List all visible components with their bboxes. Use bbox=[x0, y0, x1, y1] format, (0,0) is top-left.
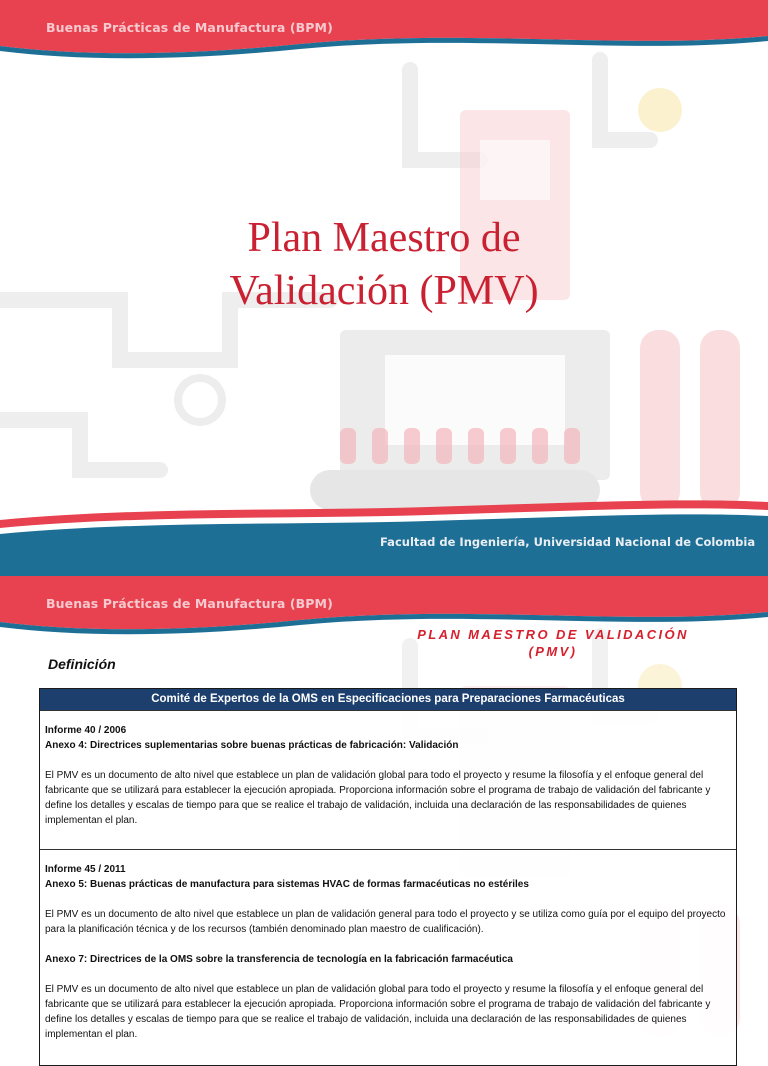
definition-slide bbox=[0, 576, 768, 1040]
definition-text: El PMV es un documento de alto nivel que establece un plan de validación global para todo el proyecto y resume la filosofía y el enfoque general del fabricante que se utilizará para establecer la ejecución apropiada. Proporciona información sobre el programa de trabajo de validación del fabricante y define los detalles y escalas de tiempo para que se realice el trabajo de validación, incluida una declaración de las responsabilidades de quienes implementan el plan. bbox=[45, 770, 711, 826]
report-number: Informe 40 / 2006 bbox=[45, 725, 127, 736]
course-banner-title: Buenas Prácticas de Manufactura (BPM) bbox=[46, 596, 333, 611]
annex-title: Anexo 4: Directrices suplementarias sobre buenas prácticas de fabricación: Validación bbox=[45, 740, 459, 751]
section-title bbox=[380, 626, 726, 660]
section-title-line-1: PLAN MAESTRO DE VALIDACIÓN bbox=[417, 627, 689, 642]
section-title-line-2: (PMV) bbox=[528, 644, 578, 659]
definition-text: El PMV es un documento de alto nivel que establece un plan de validación general para todo el proyecto y se utiliza como guía por el equipo del proyecto para la planificación técnica y de los recursos (también denominado plan maestro de cualificación). bbox=[45, 909, 726, 935]
table-row bbox=[40, 710, 736, 849]
course-banner-title: Buenas Prácticas de Manufactura (BPM) bbox=[46, 20, 333, 35]
slide-title bbox=[0, 212, 768, 318]
annex-title: Anexo 7: Directrices de la OMS sobre la transferencia de tecnología en la fabricación farmacéutica bbox=[45, 954, 513, 965]
committee-table bbox=[39, 688, 737, 1066]
definition-label: Definición bbox=[48, 656, 116, 672]
annex-title: Anexo 5: Buenas prácticas de manufactura para sistemas HVAC de formas farmacéuticas no estériles bbox=[45, 879, 529, 890]
definition-text: El PMV es un documento de alto nivel que establece un plan de validación global para todo el proyecto y resume la filosofía y el enfoque general del fabricante que se utilizará para establecer la ejecución apropiada. Proporciona información sobre el programa de trabajo de validación del fabricante y define los detalles y escalas de tiempo para que se realice el trabajo de validación, incluida una declaración de las responsabilidades de quienes implementan el plan. bbox=[45, 984, 711, 1040]
institution-footer: Facultad de Ingeniería, Universidad Nacional de Colombia bbox=[380, 535, 756, 549]
table-header: Comité de Expertos de la OMS en Especificaciones para Preparaciones Farmacéuticas bbox=[40, 689, 736, 710]
slide-title-line-2: Validación (PMV) bbox=[229, 268, 539, 314]
slide-title-line-1: Plan Maestro de bbox=[247, 215, 521, 261]
report-number: Informe 45 / 2011 bbox=[45, 864, 126, 875]
table-row bbox=[40, 849, 736, 1065]
